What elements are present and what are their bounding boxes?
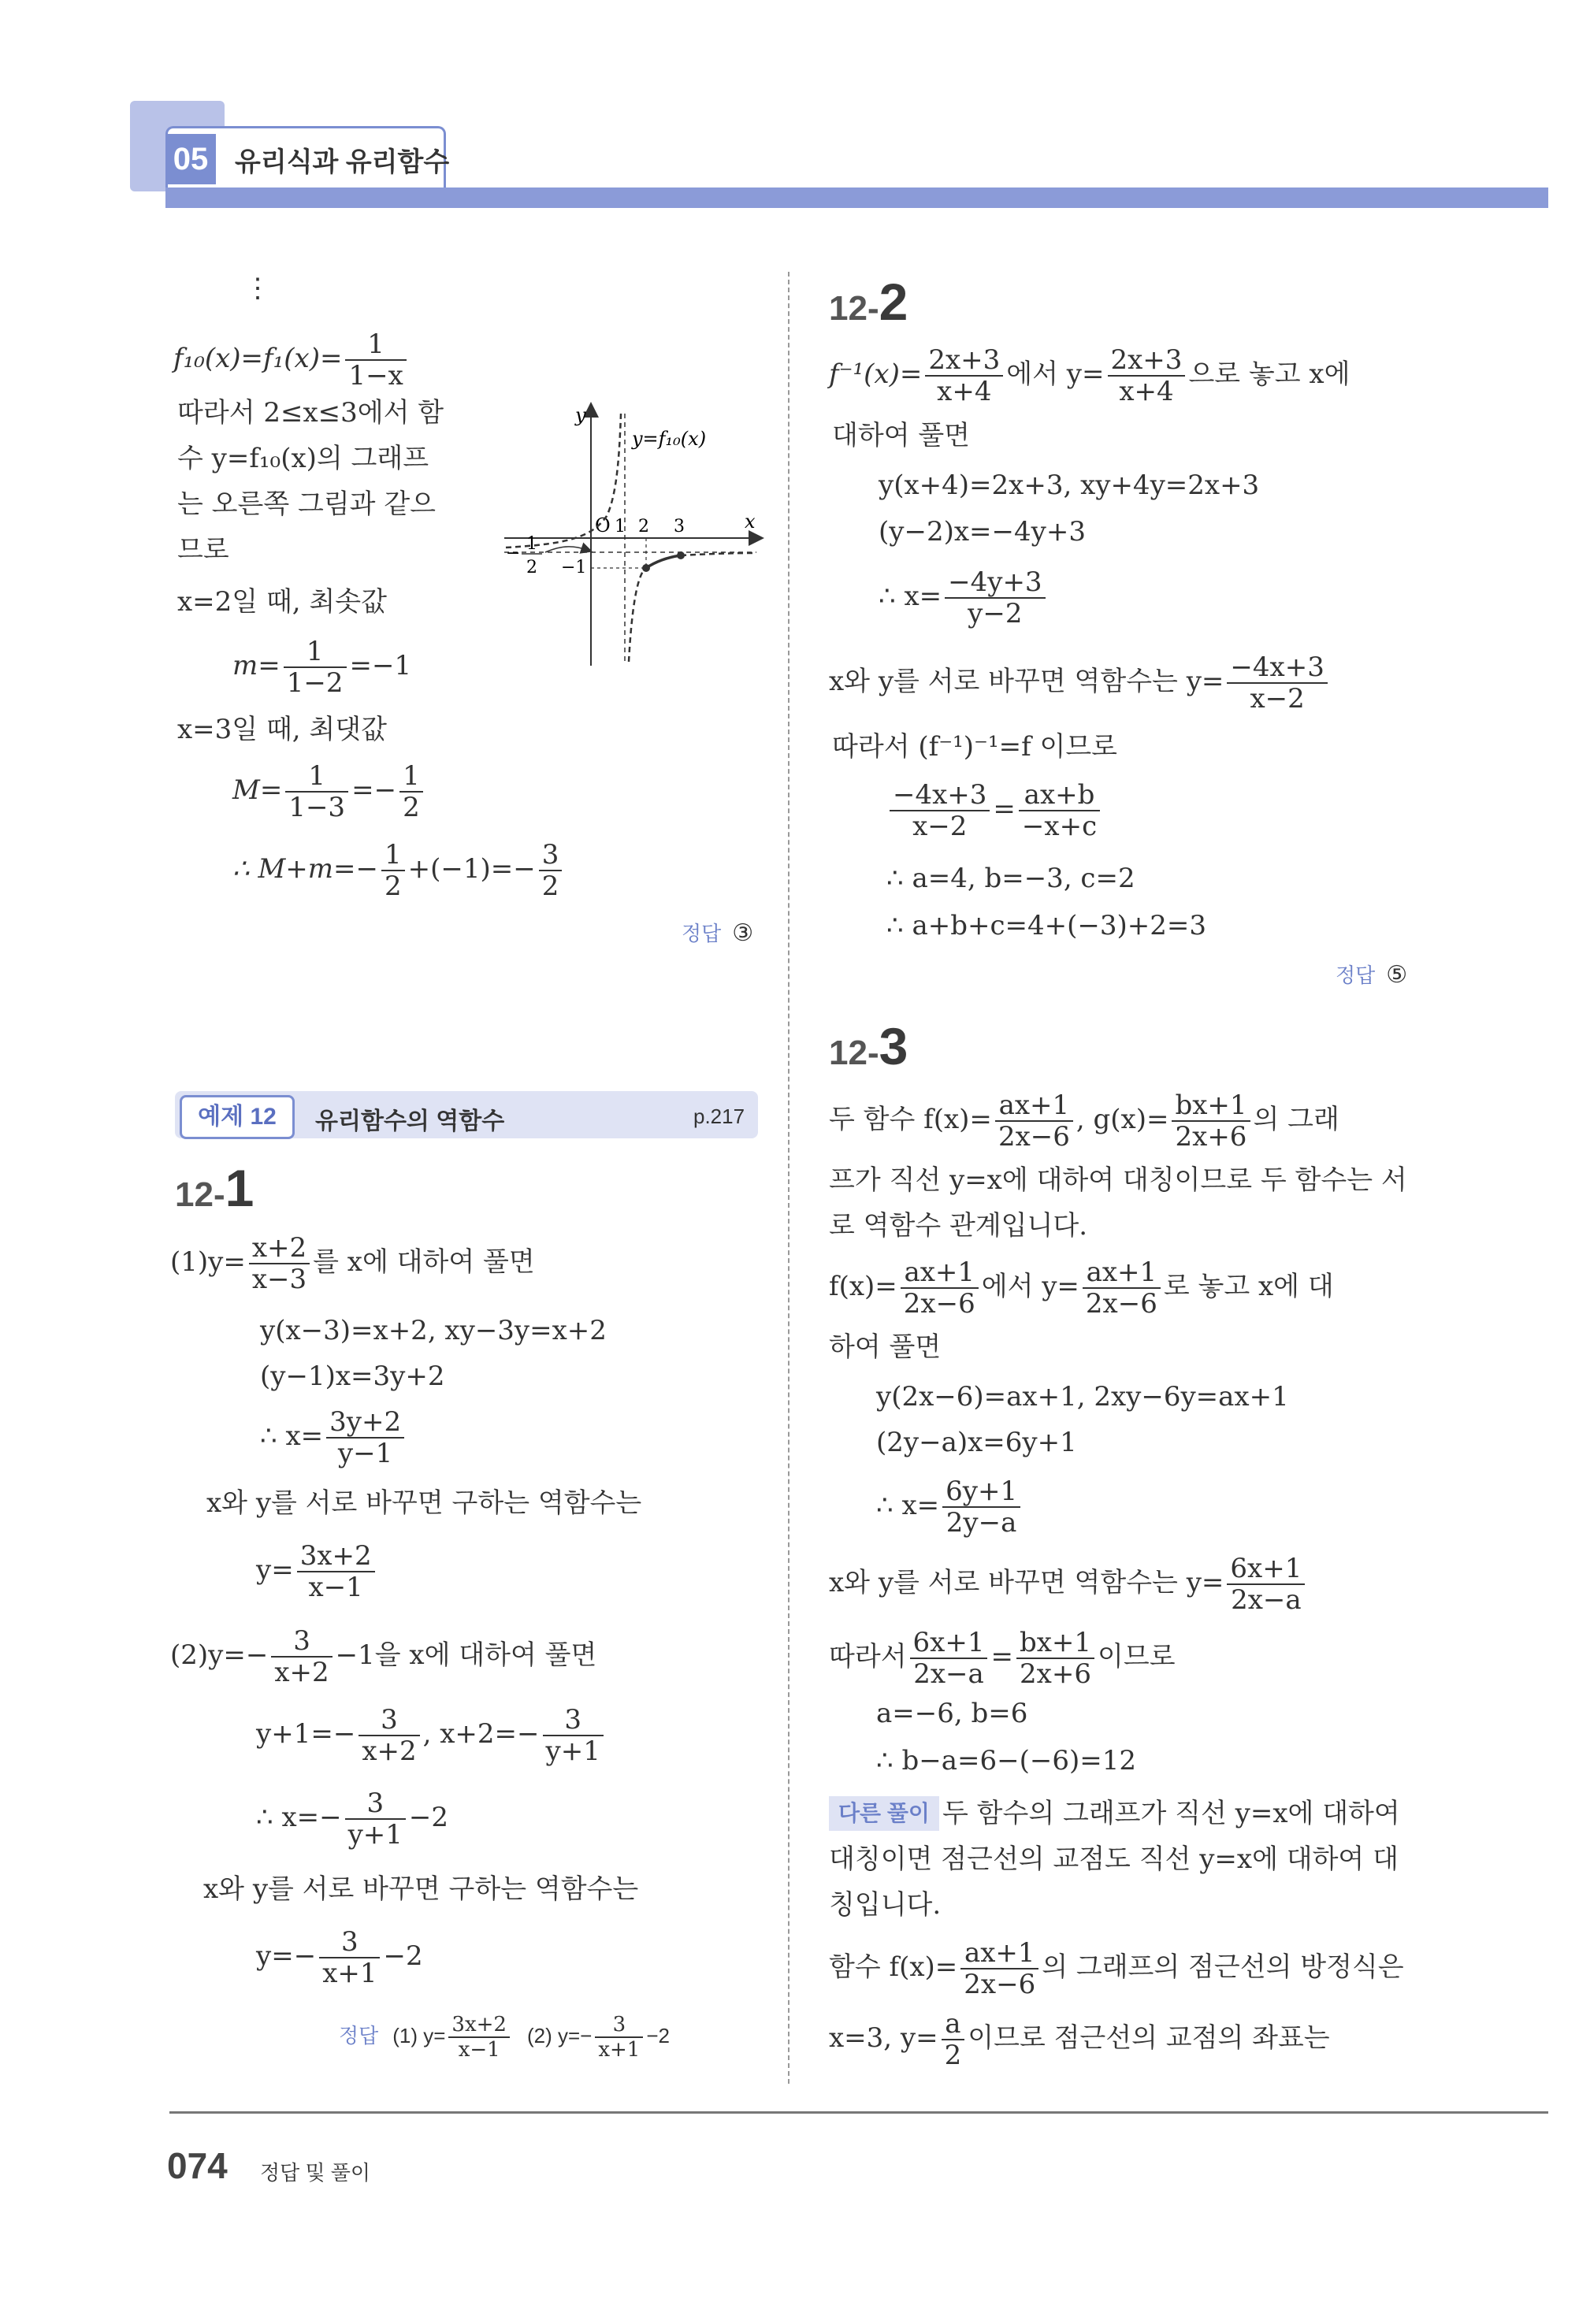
s121-l7-post: −2	[408, 1802, 449, 1833]
chapter-title: 유리식과 유리함수	[235, 147, 450, 177]
s122-l5-pre: ∴ x=	[879, 581, 942, 612]
s123-l10-mid: =	[990, 1641, 1013, 1672]
s121-l5-pre: y=	[256, 1554, 294, 1586]
s121-l7	[256, 1788, 448, 1850]
s123-l10-post: 이므로	[1098, 1641, 1176, 1672]
s121-l9-den: x+1	[322, 1958, 377, 1989]
s121-l9-pre: y=−	[256, 1940, 317, 1972]
s123-l8-num: 6y+1	[942, 1476, 1020, 1508]
s122-l8-den: x−2	[912, 811, 968, 842]
s123-l4-post: 로 놓고 x에 대	[1163, 1271, 1334, 1302]
s123-l10-den: 2x−a	[913, 1658, 984, 1690]
s123-l10-num: 6x+1	[910, 1628, 988, 1659]
f10-den: 1−x	[348, 360, 403, 392]
s121-l8: x와 y를 서로 바꾸면 구하는 역함수는	[203, 1873, 639, 1905]
s122-l5-den: y−2	[968, 598, 1023, 629]
neg-half-num: 1	[526, 534, 537, 554]
s122-l1-pre: f⁻¹(x)=	[829, 358, 923, 390]
s122-l8-mid: =	[993, 793, 1016, 825]
s121-answer-label: 정답	[339, 2023, 379, 2047]
x-axis-label: x	[745, 510, 756, 533]
curve-right-dashed	[629, 568, 646, 662]
s121-l6-num: 3	[359, 1705, 419, 1736]
curve-right-solid	[646, 555, 681, 568]
s122-num-big: 2	[879, 273, 908, 331]
s123-l1-mid: , g(x)=	[1076, 1104, 1169, 1135]
s121-l3-num: 3y+2	[326, 1407, 404, 1439]
curve-right-tail	[681, 553, 752, 555]
s121-l7-den: y+1	[347, 1819, 403, 1851]
continuation-dots: ⋮	[244, 273, 271, 304]
s122-l6	[829, 652, 1331, 714]
s122-l3: y(x+4)=2x+3, xy+4y=2x+3	[879, 470, 1260, 501]
s123-l5: 하여 풀면	[829, 1331, 942, 1363]
s122-l5-num: −4y+3	[945, 567, 1045, 599]
s123-l3: 로 역함수 관계입니다.	[829, 1210, 1088, 1242]
s122-l1-post: 으로 놓고 x에	[1188, 358, 1351, 390]
s123-l15: 칭입니다.	[829, 1889, 942, 1921]
s121-l5-num: 3x+2	[297, 1541, 375, 1572]
origin-label: O	[595, 514, 611, 536]
s122-l1	[829, 345, 1350, 407]
s121-l2: (y−1)x=3y+2	[260, 1361, 445, 1392]
footer-rule	[169, 2111, 1548, 2114]
m-den: 1−2	[286, 667, 344, 699]
s121-ans2-num: 3	[595, 2013, 643, 2038]
s122-l1-den2: x+4	[1119, 376, 1174, 407]
s122-l1-num: 2x+3	[925, 345, 1003, 377]
tick-3: 3	[674, 517, 685, 536]
s121-p2-pre: (2)y=−	[170, 1639, 269, 1671]
s121-ans2-pre: (2) y=−	[526, 2023, 593, 2047]
tick-1: 1	[615, 517, 626, 536]
s121-p1-den: x−3	[251, 1264, 307, 1295]
answer-label: 정답	[682, 922, 722, 945]
s121-p2-num: 3	[271, 1626, 332, 1658]
s123-l8-pre: ∴ x=	[876, 1490, 940, 1521]
s121-l4: x와 y를 서로 바꾸면 구하는 역함수는	[206, 1487, 642, 1519]
alt-solution-badge: 다른 풀이	[829, 1796, 939, 1831]
s123-num-small: 12-	[829, 1034, 879, 1072]
s123-l1-den2: 2x+6	[1175, 1121, 1247, 1153]
min-point	[642, 564, 650, 572]
s123-l4	[829, 1257, 1334, 1319]
s123-l10	[829, 1628, 1176, 1689]
s122-l1-den: x+4	[937, 376, 992, 407]
M-mid: =−	[351, 774, 397, 806]
s123-l17-pre: x=3, y=	[829, 2022, 938, 2054]
column-divider	[788, 272, 790, 2084]
s123-l16-den: 2x−6	[964, 1969, 1036, 2000]
s123-l12: ∴ b−a=6−(−6)=12	[876, 1745, 1136, 1776]
s121-l3-den: y−1	[337, 1438, 393, 1469]
answer-top-left	[682, 918, 753, 947]
m-equation	[232, 637, 411, 698]
para1-line4: 므로	[177, 534, 229, 566]
s123-l10-num2: bx+1	[1016, 1628, 1094, 1659]
s121-l3	[260, 1407, 407, 1468]
sum-pre: ∴ M+m=−	[232, 853, 378, 885]
s123-l9	[829, 1554, 1308, 1615]
s123-l1-num: ax+1	[995, 1090, 1073, 1122]
s121-num-big: 1	[225, 1159, 254, 1217]
s123-l17-num: a	[942, 2009, 965, 2040]
s122-answer-label: 정답	[1336, 963, 1376, 987]
min-intro: x=2일 때, 최솟값	[177, 586, 387, 618]
s123-l14: 대칭이면 점근선의 교점도 직선 y=x에 대하여 대	[829, 1843, 1399, 1875]
M-den: 1−3	[288, 792, 346, 823]
s122-l9: ∴ a=4, b=−3, c=2	[886, 863, 1135, 894]
s121-p1-num: x+2	[249, 1233, 310, 1264]
s121-ans2-den: x+1	[598, 2038, 641, 2062]
s123-num-big: 3	[879, 1017, 908, 1075]
s121-answer	[339, 2013, 670, 2062]
s123-l1	[829, 1090, 1339, 1152]
M-num: 1	[285, 761, 348, 793]
s121-l5-den: x−1	[308, 1572, 363, 1603]
s121-l6	[256, 1705, 607, 1766]
s121-l5	[256, 1541, 378, 1602]
s122-l10: ∴ a+b+c=4+(−3)+2=3	[886, 910, 1206, 941]
s121-l6-num2: 3	[543, 1705, 604, 1736]
tick-2: 2	[638, 517, 649, 536]
s121-ans1-den: x−1	[458, 2038, 500, 2062]
s123-l13: 두 함수의 그래프가 직선 y=x에 대하여	[942, 1798, 1400, 1829]
header-bar	[165, 187, 1548, 208]
m-lhs: m=	[232, 650, 281, 681]
example-title: 유리함수의 역함수	[315, 1108, 505, 1134]
s123-l16	[829, 1938, 1404, 1999]
chapter-number: 05	[165, 134, 216, 184]
para1-line1: 따라서 2≤x≤3에서 함	[177, 397, 444, 429]
s121-ans2-post: −2	[646, 2023, 670, 2047]
s123-l6: y(2x−6)=ax+1, 2xy−6y=ax+1	[876, 1381, 1289, 1413]
page-number: 074	[167, 2145, 228, 2186]
s122-l8-num: −4x+3	[890, 780, 990, 811]
f10-equation	[173, 329, 410, 391]
s123-l17-post: 이므로 점근선의 교점의 좌표는	[968, 2022, 1330, 2054]
answer-12-2	[1336, 960, 1407, 989]
s121-num-small: 12-	[175, 1175, 225, 1214]
sum-den: 2	[384, 871, 402, 902]
sum-num2: 3	[539, 840, 563, 871]
s122-l1-mid: 에서 y=	[1006, 358, 1105, 390]
s122-l4: (y−2)x=−4y+3	[879, 516, 1086, 548]
label-arrow	[545, 547, 587, 552]
example-badge: 예제 12	[180, 1095, 295, 1139]
s122-l8	[886, 780, 1103, 841]
s121-l6-pre: y+1=−	[256, 1718, 356, 1750]
section-12-2-number	[829, 272, 908, 332]
s121-part1	[170, 1233, 535, 1294]
M-equation	[232, 761, 426, 822]
para1-line3: 는 오른쪽 그림과 같으	[177, 488, 437, 520]
s121-p1-pre: (1)y=	[170, 1246, 246, 1278]
s122-l8-num2: ax+b	[1019, 780, 1100, 811]
footer-label: 정답 및 풀이	[260, 2161, 371, 2185]
s123-l17	[829, 2009, 1330, 2070]
s121-l7-num: 3	[345, 1788, 406, 1820]
s123-l1-num2: bx+1	[1172, 1090, 1250, 1122]
s123-l1-den: 2x−6	[998, 1121, 1070, 1153]
s123-l2: 프가 직선 y=x에 대하여 대칭이므로 두 함수는 서	[829, 1164, 1407, 1196]
s122-l1-num2: 2x+3	[1108, 345, 1186, 377]
s123-l1-post: 의 그래	[1253, 1104, 1339, 1135]
curve-label: y=f₁₀(x)	[632, 428, 707, 450]
s122-answer-mark: ⑤	[1386, 962, 1408, 988]
s122-l8-den2: −x+c	[1021, 811, 1098, 842]
s121-l9-num: 3	[319, 1927, 380, 1958]
s122-l2: 대하여 풀면	[832, 420, 971, 451]
s121-p1-post: 를 x에 대하여 풀면	[313, 1246, 535, 1278]
s122-l6-den: x−2	[1250, 683, 1305, 715]
max-point	[677, 551, 685, 559]
s121-l6-den2: y+1	[545, 1736, 600, 1767]
s122-l7: 따라서 (f⁻¹)⁻¹=f 이므로	[832, 731, 1118, 763]
para1-line2: 수 y=f₁₀(x)의 그래프	[177, 443, 429, 474]
neg-one-label: −1	[561, 558, 587, 577]
f10-num: 1	[345, 329, 406, 361]
s123-l17-den: 2	[944, 2040, 962, 2071]
s123-l4-den2: 2x−6	[1085, 1288, 1157, 1320]
s123-l16-post: 의 그래프의 점근선의 방정식은	[1042, 1951, 1404, 1983]
s121-ans1-num: 3x+2	[448, 2013, 510, 2038]
s121-l9-post: −2	[383, 1940, 423, 1972]
s122-num-small: 12-	[829, 289, 879, 328]
s123-l4-mid: 에서 y=	[981, 1271, 1079, 1302]
s123-l1-pre: 두 함수 f(x)=	[829, 1104, 992, 1135]
s121-part2	[170, 1626, 596, 1687]
section-12-3-number	[829, 1016, 908, 1076]
answer-mark: ③	[732, 920, 754, 946]
M-lhs: M=	[232, 774, 283, 806]
sum-num: 1	[381, 840, 405, 871]
s123-l4-den: 2x−6	[903, 1288, 975, 1320]
s123-l9-num: 6x+1	[1227, 1554, 1305, 1585]
s123-l16-num: ax+1	[960, 1938, 1038, 1969]
s123-l11: a=−6, b=6	[876, 1698, 1028, 1729]
s121-l6-den: x+2	[362, 1736, 417, 1767]
s121-l9	[256, 1927, 423, 1988]
s121-l1: y(x−3)=x+2, xy−3y=x+2	[260, 1315, 607, 1346]
s123-l8-den: 2y−a	[946, 1507, 1017, 1539]
neg-half-den: 2	[526, 558, 537, 577]
s122-l6-num: −4x+3	[1227, 652, 1327, 684]
s123-l4-pre: f(x)=	[829, 1271, 897, 1302]
s122-l6-pre: x와 y를 서로 바꾸면 역함수는 y=	[829, 666, 1224, 697]
s121-l3-pre: ∴ x=	[260, 1420, 324, 1452]
m-rhs: =−1	[349, 650, 412, 681]
s123-l10-den2: 2x+6	[1020, 1658, 1091, 1690]
M-den2: 2	[403, 792, 420, 823]
s121-p2-den: x+2	[274, 1657, 329, 1688]
max-intro: x=3일 때, 최댓값	[177, 714, 387, 745]
neg-half-sign: −	[506, 544, 521, 563]
s121-l7-pre: ∴ x=−	[256, 1802, 342, 1833]
s123-l9-den: 2x−a	[1231, 1584, 1302, 1616]
s123-l4-num: ax+1	[901, 1257, 979, 1289]
f10-lhs: f₁₀(x)=f₁(x)=	[173, 343, 343, 374]
section-12-1-number	[175, 1158, 254, 1218]
sum-den2: 2	[541, 871, 559, 902]
s123-l8	[876, 1476, 1024, 1538]
s121-l6-mid: , x+2=−	[422, 1718, 540, 1750]
s123-l7: (2y−a)x=6y+1	[876, 1427, 1077, 1458]
M-num2: 1	[399, 761, 423, 793]
s123-l10-pre: 따라서	[829, 1641, 907, 1672]
function-graph	[496, 398, 764, 674]
example-page: p.217	[693, 1104, 745, 1128]
m-num: 1	[284, 637, 347, 668]
s123-l4-num2: ax+1	[1083, 1257, 1161, 1289]
sum-mid: +(−1)=−	[407, 853, 536, 885]
sum-equation	[232, 840, 565, 901]
y-axis-label: y	[575, 404, 586, 426]
s123-l9-pre: x와 y를 서로 바꾸면 역함수는 y=	[829, 1567, 1224, 1598]
s121-ans1-pre: (1) y=	[392, 2023, 446, 2047]
s122-l5	[879, 567, 1049, 629]
s123-l16-pre: 함수 f(x)=	[829, 1951, 958, 1983]
s121-p2-post: −1을 x에 대하여 풀면	[335, 1639, 597, 1671]
